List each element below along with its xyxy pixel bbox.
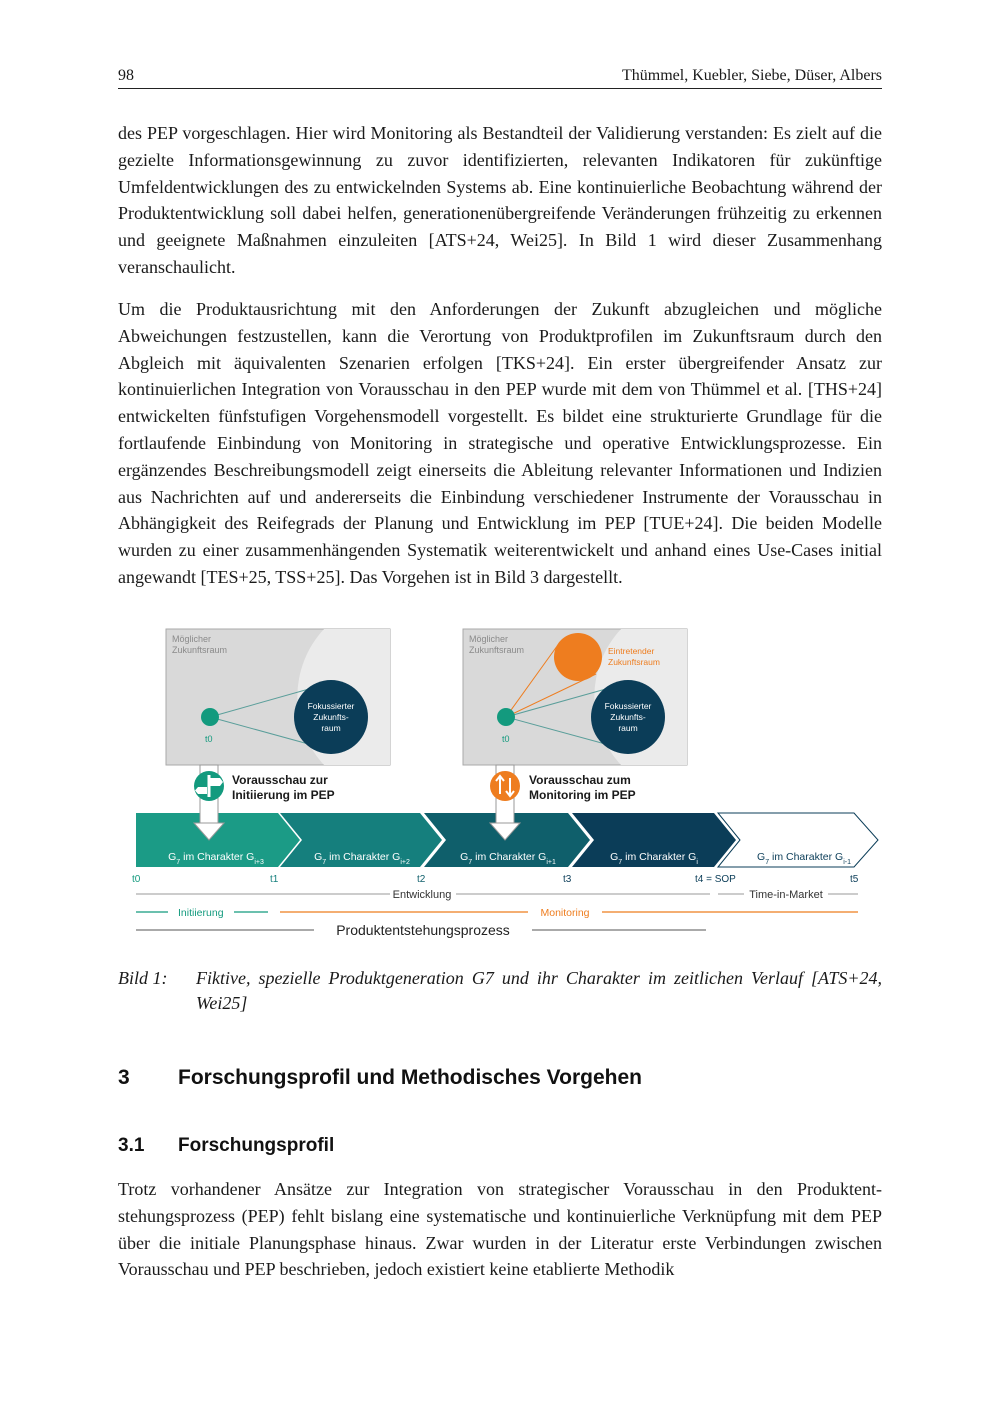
body-paragraph-1: des PEP vorgeschlagen. Hier wird Monitoring als Bestandteil der Validierung verstanden: Es zielt auf die gezielte Informationsgewinnung zu zuvor identifizierten, relevanten Indikatoren für zukünftige Umfeldentwicklungen des zu entwickelnden Systems ab. Eine kontinuierliche Beobachtung während der Produktentwicklung soll dabei helfen, generationenübergreifende Veränderungen frühzeitig zu erkennen und geeignete Maßnahmen einzuleiten [ATS+24, Wei25]. In Bild 1 wird dieser Zusammenhang veranschaulicht. [118,123,882,277]
page-number: 98 [118,67,134,84]
callout-right-line1: Vorausschau zum [529,773,631,787]
panel-left-label-line1: Möglicher [172,634,212,644]
section-number: 3 [118,1066,130,1089]
caption-label: Bild 1: [118,968,168,988]
time-label-t2: t2 [417,874,426,885]
subsection-title: Forschungsprofil [178,1135,335,1156]
signpost-icon [194,771,224,801]
time-label-t4: t4 = SOP [695,874,736,885]
callout-right-line2: Monitoring im PEP [529,788,636,802]
phase-label-development: Entwicklung [392,889,452,901]
panel-right-t0: t0 [502,734,510,744]
process-label-pep: Produktentstehungsprozess [336,922,510,938]
chevron-label-1: $G_7$ im Charakter $G_{i+3}$ [168,851,264,866]
panel-right-emerging-line1: Eintretender [608,646,655,656]
panel-left-focus-line3: raum [321,723,341,733]
running-head [118,66,882,89]
process-label-monitoring: Monitoring [540,907,590,919]
panel-right-start-dot [497,708,515,726]
subsection-number: 3.1 [118,1135,145,1156]
chevron-label-3: $G_7$ im Charakter $G_{i+1}$ [460,851,556,866]
panel-right-emerging-circle [554,633,602,681]
panel-right-focus-line1: Fokussierter [604,701,652,711]
process-label-initiation: Initiierung [178,907,224,919]
panel-left-t0: t0 [205,734,213,744]
panel-left-label-line2: Zukunftsraum [172,645,228,655]
panel-left-start-dot [201,708,219,726]
panel-right-label-line2: Zukunftsraum [469,645,525,655]
up-down-arrows-icon [490,771,520,801]
callout-left-line1: Vorausschau zur [232,773,328,787]
panel-left [166,629,390,765]
time-label-t1: t1 [270,874,279,885]
time-label-t5: t5 [850,874,859,885]
chevron-label-4: $G_7$ im Charakter $G_i$ [610,851,698,866]
running-head-authors: Thümmel, Kuebler, Siebe, Düser, Albers [622,67,882,84]
panel-left-focus-line1: Fokussierter [307,701,355,711]
phase-label-market: Time-in-Market [749,889,823,901]
time-label-t0: t0 [132,874,141,885]
chevron-label-2: $G_7$ im Charakter $G_{i+2}$ [314,851,410,866]
caption-text: Fiktive, spezielle Produktgeneration G7 und ihr Charakter im zeitlichen Verlauf [ATS+24, Wei25] [196,968,882,1013]
body-paragraph-3: Trotz vorhandener Ansätze zur Integration von strategischer Vorausschau in den Produktentstehungsprozess (PEP) fehlt bislang eine systematische und kontinuierliche Verknüpfung mit dem PEP über die initiale Planungsphase hinaus. Zwar wurden in der Literatur erste Verbindungen zwischen Vorausschau und PEP beschrieben, jedoch existiert keine etablierte Methodik [118,1179,882,1280]
panel-right [463,629,687,765]
callout-left-line2: Initiierung im PEP [232,788,335,802]
panel-right-emerging-line2: Zukunftsraum [608,657,660,667]
time-label-t3: t3 [563,874,572,885]
panel-right-focus-line3: raum [618,723,638,733]
panel-left-focus-line2: Zukunfts- [313,712,349,722]
section-title: Forschungsprofil und Methodisches Vorgehen [178,1066,642,1089]
body-paragraph-2: Um die Produktausrichtung mit den Anforderungen der Zukunft abzugleichen und mögliche Abweichungen festzustellen, kann die Verortung von Produktprofilen im Zukunftsraum durch den Abgleich mit äquivalenten Szenarien erfolgen [TKS+24]. Ein erster übergreifender Ansatz zur kontinuierlichen Integration von Vorausschau in den PEP wurde mit dem von Thümmel et al. [THS+24] entwickelten fünfstufigen Vorgehensmodell vorgestellt. Es bildet eine strukturierte Grundlage für die fortlaufende Einbindung von Monitoring in strategische und operative Entwicklungsprozesse. Ein ergänzendes Beschreibungsmodell zeigt einerseits die Ableitung relevanter Informationen und Indizien aus Nachrichten auf und andererseits die Einbindung verschiedener Instrumente der Vorausschau in Abhängigkeit des Reifegrads der Planung und Entwicklung im PEP [TUE+24]. Die beiden Modelle wurden zu einer zusammenhängenden Systematik weiterentwickelt und anhand eines Use-Cases initial angewandt [TES+25, TSS+25]. Das Vorgehen ist in Bild 3 dargestellt. [118,299,882,587]
panel-right-focus-line2: Zukunfts- [610,712,646,722]
figure-product-generation-timeline [128,624,880,940]
chevron-label-5: $G_7$ im Charakter $G_{i-1}$ [757,851,851,866]
panel-right-label-line1: Möglicher [469,634,509,644]
